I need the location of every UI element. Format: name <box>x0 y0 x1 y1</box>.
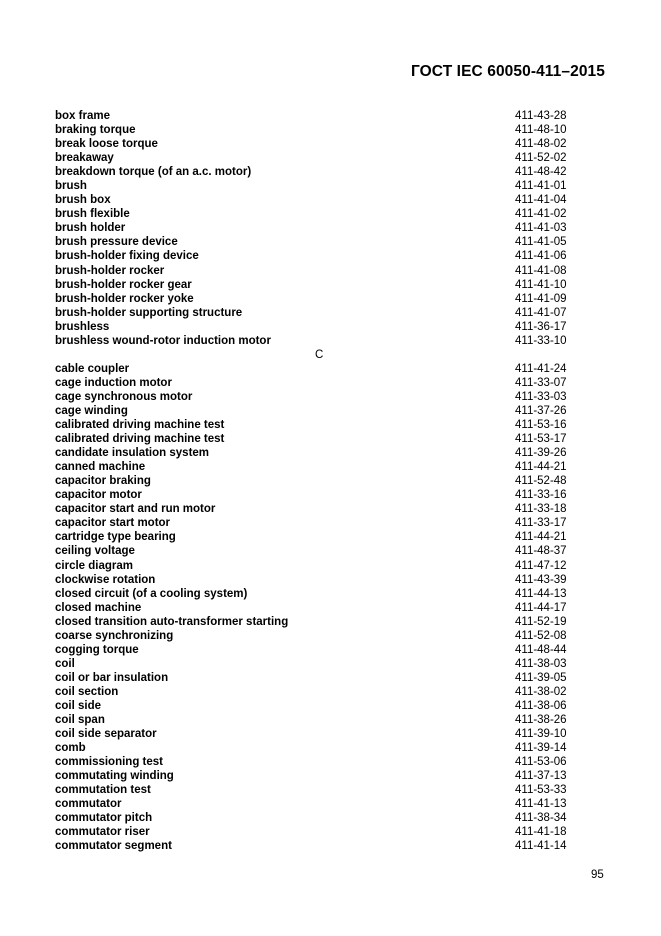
index-entry <box>55 671 575 685</box>
index-entry <box>55 530 575 544</box>
entry-code: 411-43-28 <box>515 110 567 122</box>
entry-code: 411-41-09 <box>515 292 567 305</box>
entry-code: 411-38-06 <box>515 699 567 712</box>
entry-code: 411-41-08 <box>515 264 567 277</box>
index-group-c <box>55 362 575 854</box>
entry-code: 411-41-14 <box>515 840 567 853</box>
entry-code: 411-48-02 <box>515 138 567 151</box>
index-entry <box>55 460 575 474</box>
entry-term: comb <box>55 742 86 755</box>
index-entry <box>55 404 575 418</box>
entry-term: coil span <box>55 714 105 727</box>
entry-code: 411-41-10 <box>515 278 567 291</box>
index-entry <box>55 376 575 390</box>
index-entry <box>55 811 575 825</box>
index-list <box>55 109 575 853</box>
index-entry <box>55 249 575 263</box>
entry-term: commutator pitch <box>55 812 153 825</box>
entry-term: commutator riser <box>55 826 150 839</box>
entry-term: closed transition auto-transformer starting <box>55 615 289 628</box>
index-entry <box>55 151 575 165</box>
index-entry <box>55 741 575 755</box>
entry-term: capacitor start motor <box>55 517 171 530</box>
entry-code: 411-33-07 <box>515 376 567 389</box>
entry-code: 411-41-06 <box>515 250 567 263</box>
entry-code: 411-52-08 <box>515 629 567 642</box>
entry-term: circle diagram <box>55 559 133 572</box>
entry-code: 411-41-24 <box>515 362 567 375</box>
document-header: ГОСТ IEC 60050-411–2015 <box>410 63 605 80</box>
entry-term: candidate insulation system <box>55 447 210 460</box>
entry-code: 411-41-02 <box>515 208 567 221</box>
index-entry <box>55 601 575 615</box>
index-entry <box>55 544 575 558</box>
entry-term: capacitor braking <box>55 475 151 488</box>
index-group-b <box>55 109 575 348</box>
index-entry <box>55 713 575 727</box>
entry-code: 411-38-02 <box>515 685 567 698</box>
entry-term: brush pressure device <box>55 236 178 249</box>
entry-term: coil or bar insulation <box>55 671 169 684</box>
index-entry <box>55 390 575 404</box>
entry-term: breakdown torque (of an a.c. motor) <box>55 166 252 179</box>
index-entry <box>55 278 575 292</box>
index-entry <box>55 839 575 853</box>
entry-code: 411-41-18 <box>515 826 567 839</box>
index-entry <box>55 587 575 601</box>
index-entry <box>55 516 575 530</box>
index-entry <box>55 418 575 432</box>
entry-code: 411-52-19 <box>515 615 567 628</box>
index-entry <box>55 474 575 488</box>
entry-term: coil <box>55 657 75 670</box>
entry-code: 411-41-01 <box>515 180 567 193</box>
entry-code: 411-44-17 <box>515 601 567 614</box>
entry-term: cage induction motor <box>55 376 172 389</box>
entry-term: cogging torque <box>55 643 139 656</box>
entry-term: ceiling voltage <box>55 545 135 558</box>
section-letter-row <box>55 348 575 362</box>
index-entry <box>55 362 575 376</box>
entry-code: 411-44-13 <box>515 587 567 600</box>
entry-code: 411-38-34 <box>515 812 567 825</box>
entry-code: 411-43-39 <box>515 573 567 586</box>
entry-code: 411-39-26 <box>515 447 567 460</box>
entry-code: 411-53-33 <box>515 784 567 797</box>
entry-code: 411-39-14 <box>515 742 567 755</box>
index-entry <box>55 193 575 207</box>
index-entry <box>55 502 575 516</box>
entry-term: break loose torque <box>55 138 158 151</box>
index-entry <box>55 137 575 151</box>
entry-code: 411-39-10 <box>515 728 567 741</box>
entry-code: 411-48-42 <box>515 166 567 179</box>
entry-term: brush-holder supporting structure <box>55 306 243 319</box>
page-number: 95 <box>591 869 604 881</box>
entry-term: cage winding <box>55 404 128 417</box>
entry-term: braking torque <box>55 124 136 137</box>
index-entry <box>55 165 575 179</box>
entry-term: brush flexible <box>55 208 130 221</box>
entry-term: calibrated driving machine test <box>55 433 225 446</box>
entry-term: calibrated driving machine test <box>55 419 225 432</box>
index-entry <box>55 615 575 629</box>
entry-term: clockwise rotation <box>55 573 156 586</box>
entry-code: 411-48-10 <box>515 124 567 137</box>
entry-code: 411-41-13 <box>515 798 567 811</box>
entry-code: 411-33-18 <box>515 503 567 516</box>
index-entry <box>55 207 575 221</box>
entry-term: box frame <box>55 110 110 122</box>
entry-term: commutator segment <box>55 840 172 853</box>
entry-code: 411-53-17 <box>515 433 567 446</box>
entry-term: coil side separator <box>55 728 157 741</box>
entry-term: brush <box>55 180 87 193</box>
entry-term: coarse synchronizing <box>55 629 174 642</box>
entry-code: 411-44-21 <box>515 531 567 544</box>
entry-code: 411-52-02 <box>515 152 567 165</box>
index-entry <box>55 559 575 573</box>
entry-code: 411-39-05 <box>515 671 567 684</box>
entry-term: commutation test <box>55 784 151 797</box>
index-entry <box>55 292 575 306</box>
index-entry <box>55 755 575 769</box>
index-entry <box>55 769 575 783</box>
index-entry <box>55 573 575 587</box>
index-entry <box>55 727 575 741</box>
index-entry <box>55 825 575 839</box>
entry-term: brushless <box>55 320 110 333</box>
entry-code: 411-53-16 <box>515 419 567 432</box>
entry-code: 411-38-26 <box>515 714 567 727</box>
entry-code: 411-48-37 <box>515 545 567 558</box>
entry-code: 411-41-03 <box>515 222 567 235</box>
index-entry <box>55 306 575 320</box>
entry-code: 411-33-03 <box>515 390 567 403</box>
entry-term: brush-holder rocker <box>55 264 165 277</box>
entry-code: 411-47-12 <box>515 559 567 572</box>
entry-term: closed machine <box>55 601 142 614</box>
entry-code: 411-53-06 <box>515 756 567 769</box>
index-entry <box>55 685 575 699</box>
entry-code: 411-33-10 <box>515 334 567 347</box>
index-entry <box>55 432 575 446</box>
index-entry <box>55 320 575 334</box>
entry-term: commissioning test <box>55 756 163 769</box>
entry-term: brush-holder fixing device <box>55 250 199 263</box>
entry-term: closed circuit (of a cooling system) <box>55 587 248 600</box>
entry-code: 411-37-26 <box>515 404 567 417</box>
entry-term: breakaway <box>55 152 114 165</box>
index-entry <box>55 235 575 249</box>
entry-term: capacitor motor <box>55 489 142 502</box>
entry-term: cable coupler <box>55 362 130 375</box>
index-entry <box>55 699 575 713</box>
index-entry <box>55 488 575 502</box>
entry-term: commutator <box>55 798 122 811</box>
entry-term: capacitor start and run motor <box>55 503 216 516</box>
entry-code: 411-52-48 <box>515 475 567 488</box>
section-letter: C <box>315 348 324 361</box>
index-entry <box>55 783 575 797</box>
entry-code: 411-36-17 <box>515 320 567 333</box>
entry-term: brush box <box>55 194 111 207</box>
entry-code: 411-41-05 <box>515 236 567 249</box>
index-entry <box>55 446 575 460</box>
index-entry <box>55 334 575 348</box>
entry-term: brush-holder rocker yoke <box>55 292 194 305</box>
entry-term: commutating winding <box>55 770 174 783</box>
entry-term: brush-holder rocker gear <box>55 278 192 291</box>
entry-term: canned machine <box>55 461 146 474</box>
entry-code: 411-41-04 <box>515 194 567 207</box>
entry-term: coil side <box>55 699 102 712</box>
index-entry <box>55 123 575 137</box>
entry-code: 411-44-21 <box>515 461 567 474</box>
entry-term: brush holder <box>55 222 126 235</box>
entry-code: 411-33-17 <box>515 517 567 530</box>
entry-code: 411-33-16 <box>515 489 567 502</box>
index-entry <box>55 264 575 278</box>
index-entry <box>55 797 575 811</box>
index-entry <box>55 179 575 193</box>
entry-code: 411-48-44 <box>515 643 567 656</box>
index-entry <box>55 109 575 123</box>
entry-code: 411-38-03 <box>515 657 567 670</box>
entry-term: brushless wound-rotor induction motor <box>55 334 271 347</box>
index-entry <box>55 221 575 235</box>
entry-code: 411-41-07 <box>515 306 567 319</box>
entry-term: coil section <box>55 685 119 698</box>
index-entry <box>55 643 575 657</box>
entry-term: cartridge type bearing <box>55 531 176 544</box>
entry-term: cage synchronous motor <box>55 390 193 403</box>
entry-code: 411-37-13 <box>515 770 567 783</box>
index-entry <box>55 629 575 643</box>
index-entry <box>55 657 575 671</box>
